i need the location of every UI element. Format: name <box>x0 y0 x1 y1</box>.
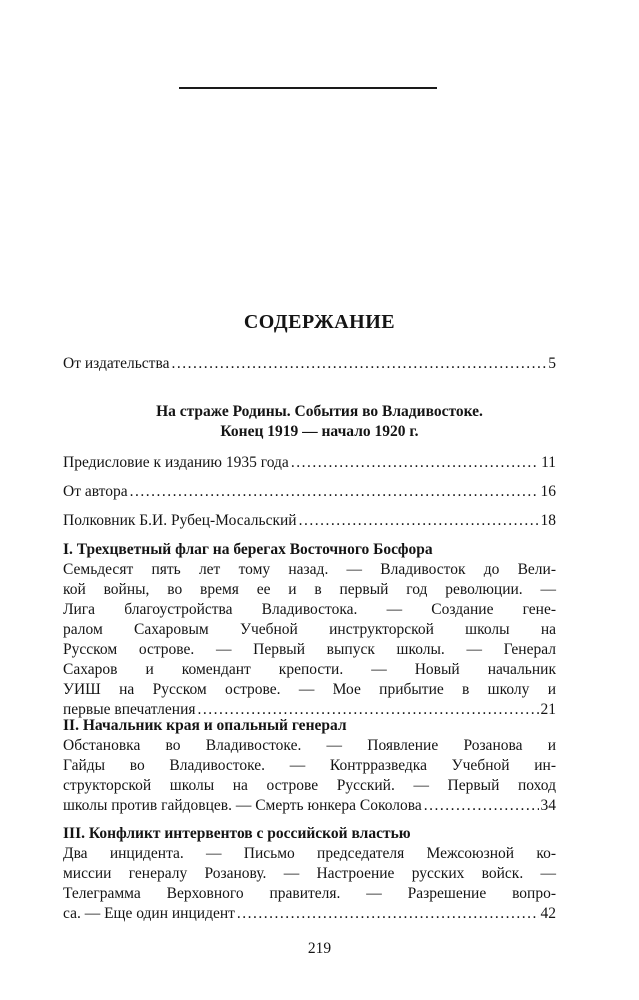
chapter-1[interactable] <box>63 540 556 720</box>
chapter-summary-line: Два инцидента. — Письмо председателя Межсоюзной ко- <box>63 845 556 862</box>
dot-leader <box>291 453 539 473</box>
toc-title: СОДЕРЖАНИЕ <box>243 311 396 333</box>
chapter-summary-text: школы против гайдовцев. — Смерть юнкера Соколова <box>63 797 422 814</box>
chapter-summary-line: УИШ на Русском острове. — Мое прибытие в школу и <box>63 681 556 698</box>
chapter-summary-line: Семьдесят пять лет тому назад. — Владивосток до Вели- <box>63 561 556 578</box>
dot-leader <box>237 904 539 924</box>
toc-entry-text: Полковник Б.И. Рубец-Мосальский <box>63 512 297 529</box>
part-heading <box>0 402 639 442</box>
dot-leader <box>299 511 539 531</box>
chapter-page: 34 <box>540 797 556 814</box>
chapter-summary-last-line <box>63 904 556 924</box>
toc-entry-preface[interactable] <box>63 453 556 473</box>
toc-entry-text: Предисловие к изданию 1935 года <box>63 454 289 471</box>
page-number: 219 <box>307 940 332 957</box>
toc-entry-publisher[interactable] <box>63 354 556 374</box>
chapter-summary-line: Обстановка во Владивостоке. — Появление Розанова и <box>63 737 556 754</box>
part-heading-line-2: Конец 1919 — начало 1920 г. <box>220 423 419 440</box>
top-rule <box>179 87 437 89</box>
chapter-title: I. Трехцветный флаг на берегах Восточного Босфора <box>63 541 433 558</box>
chapter-summary-line: Русском острове. — Первый выпуск школы. — Генерал <box>63 641 556 658</box>
toc-entry-author[interactable] <box>63 482 556 502</box>
chapter-title: III. Конфликт интервентов с российской властью <box>63 825 411 842</box>
chapter-summary-line: Гайды во Владивостоке. — Контрразведка Учебной ин- <box>63 757 556 774</box>
toc-entry-colonel[interactable] <box>63 511 556 531</box>
chapter-3[interactable] <box>63 824 556 924</box>
dot-leader <box>130 482 539 502</box>
chapter-summary-last-line <box>63 796 556 816</box>
part-heading-line-1: На страже Родины. События во Владивостоке. <box>156 403 483 420</box>
chapter-page: 42 <box>540 905 556 922</box>
toc-entry-text: От автора <box>63 483 128 500</box>
chapter-summary-line: Лига благоустройства Владивостока. — Создание гене- <box>63 601 556 618</box>
toc-entry-page: 5 <box>548 355 556 372</box>
chapter-summary-line: структорской школы на острове Русский. — Первый поход <box>63 777 556 794</box>
toc-entry-text: От издательства <box>63 355 170 372</box>
chapter-summary-line: Телеграмма Верховного правителя. — Разрешение вопро- <box>63 885 556 902</box>
chapter-title: II. Начальник края и опальный генерал <box>63 717 347 734</box>
toc-entry-page: 16 <box>540 483 556 500</box>
chapter-summary-line: миссии генералу Розанову. — Настроение русских войск. — <box>63 865 556 882</box>
chapter-summary-line: Сахаров и комендант крепости. — Новый начальник <box>63 661 556 678</box>
dot-leader <box>171 354 546 374</box>
toc-entry-page: 11 <box>541 454 556 471</box>
chapter-summary-line: кой войны, во время ее и в первый год революции. — <box>63 581 556 598</box>
chapter-2[interactable] <box>63 716 556 816</box>
dot-leader <box>424 796 539 816</box>
chapter-summary-text: са. — Еще один инцидент <box>63 905 235 922</box>
toc-entry-page: 18 <box>540 512 556 529</box>
chapter-page: 21 <box>540 701 556 718</box>
chapter-summary-line: ралом Сахаровым Учебной инструкторской школы на <box>63 621 556 638</box>
chapter-summary-text: первые впечатления <box>63 701 196 718</box>
